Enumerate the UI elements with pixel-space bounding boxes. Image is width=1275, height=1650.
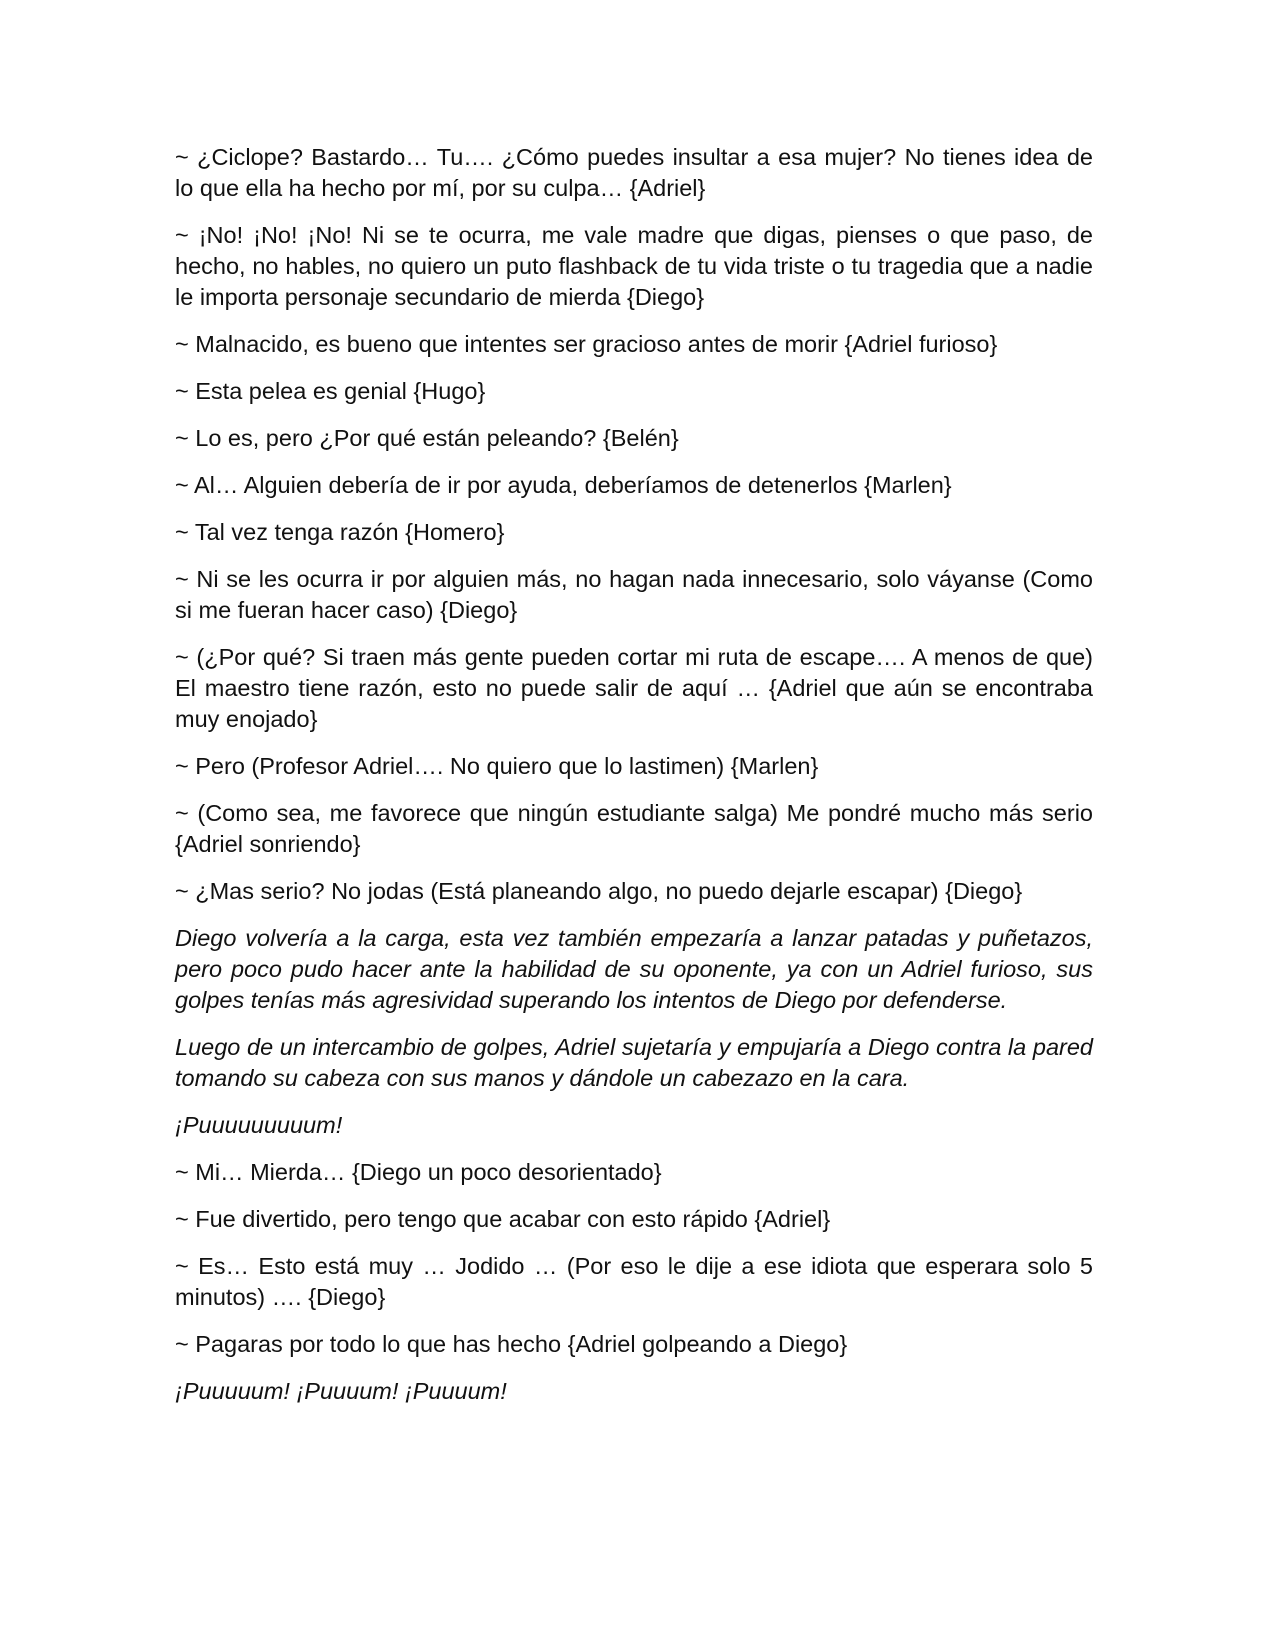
dialogue-line-16: ~ Pagaras por todo lo que has hecho {Adriel golpeando a Diego} bbox=[175, 1331, 848, 1357]
dialogue-line-11: ~ (Como sea, me favorece que ningún estudiante salga) Me pondré mucho más serio {Adriel sonriendo} bbox=[175, 800, 1093, 857]
dialogue-line-10: ~ Pero (Profesor Adriel…. No quiero que lo lastimen) {Marlen} bbox=[175, 753, 819, 779]
narration-paragraph-1: Diego volvería a la carga, esta vez también empezaría a lanzar patadas y puñetazos, pero poco pudo hacer ante la habilidad de su oponente, ya con un Adriel furioso, sus golpes tenías más agresividad superando los intentos de Diego por defenderse. bbox=[175, 925, 1093, 1013]
dialogue-line-3: ~ Malnacido, es bueno que intentes ser gracioso antes de morir {Adriel furioso} bbox=[175, 331, 998, 357]
dialogue-line-12: ~ ¿Mas serio? No jodas (Está planeando algo, no puedo dejarle escapar) {Diego} bbox=[175, 878, 1023, 904]
dialogue-line-14: ~ Fue divertido, pero tengo que acabar con esto rápido {Adriel} bbox=[175, 1206, 831, 1232]
dialogue-line-1: ~ ¿Ciclope? Bastardo… Tu…. ¿Cómo puedes insultar a esa mujer? No tienes idea de lo que ella ha hecho por mí, por su culpa… {Adriel} bbox=[175, 144, 1093, 201]
dialogue-line-15: ~ Es… Esto está muy … Jodido … (Por eso le dije a ese idiota que esperara solo 5 minutos) …. {Diego} bbox=[175, 1253, 1093, 1310]
dialogue-line-9: ~ (¿Por qué? Si traen más gente pueden cortar mi ruta de escape…. A menos de que) El maestro tiene razón, esto no puede salir de aquí … {Adriel que aún se encontraba muy enojado} bbox=[175, 644, 1093, 732]
dialogue-line-13: ~ Mi… Mierda… {Diego un poco desorientado} bbox=[175, 1159, 662, 1185]
dialogue-line-7: ~ Tal vez tenga razón {Homero} bbox=[175, 519, 505, 545]
dialogue-line-5: ~ Lo es, pero ¿Por qué están peleando? {Belén} bbox=[175, 425, 679, 451]
document-page bbox=[175, 142, 1093, 1423]
dialogue-line-6: ~ Al… Alguien debería de ir por ayuda, deberíamos de detenerlos {Marlen} bbox=[175, 472, 952, 498]
dialogue-line-2: ~ ¡No! ¡No! ¡No! Ni se te ocurra, me vale madre que digas, pienses o que paso, de hecho, no hables, no quiero un puto flashback de tu vida triste o tu tragedia que a nadie le importa personaje secundario de mierda {Diego} bbox=[175, 222, 1093, 310]
dialogue-line-4: ~ Esta pelea es genial {Hugo} bbox=[175, 378, 486, 404]
sound-effect-2: ¡Puuuuum! ¡Puuuum! ¡Puuuum! bbox=[175, 1378, 507, 1404]
narration-paragraph-2: Luego de un intercambio de golpes, Adriel sujetaría y empujaría a Diego contra la pared tomando su cabeza con sus manos y dándole un cabezazo en la cara. bbox=[175, 1034, 1093, 1091]
dialogue-line-8: ~ Ni se les ocurra ir por alguien más, no hagan nada innecesario, solo váyanse (Como si me fueran hacer caso) {Diego} bbox=[175, 566, 1093, 623]
sound-effect-1: ¡Puuuuuuuuum! bbox=[175, 1112, 343, 1138]
